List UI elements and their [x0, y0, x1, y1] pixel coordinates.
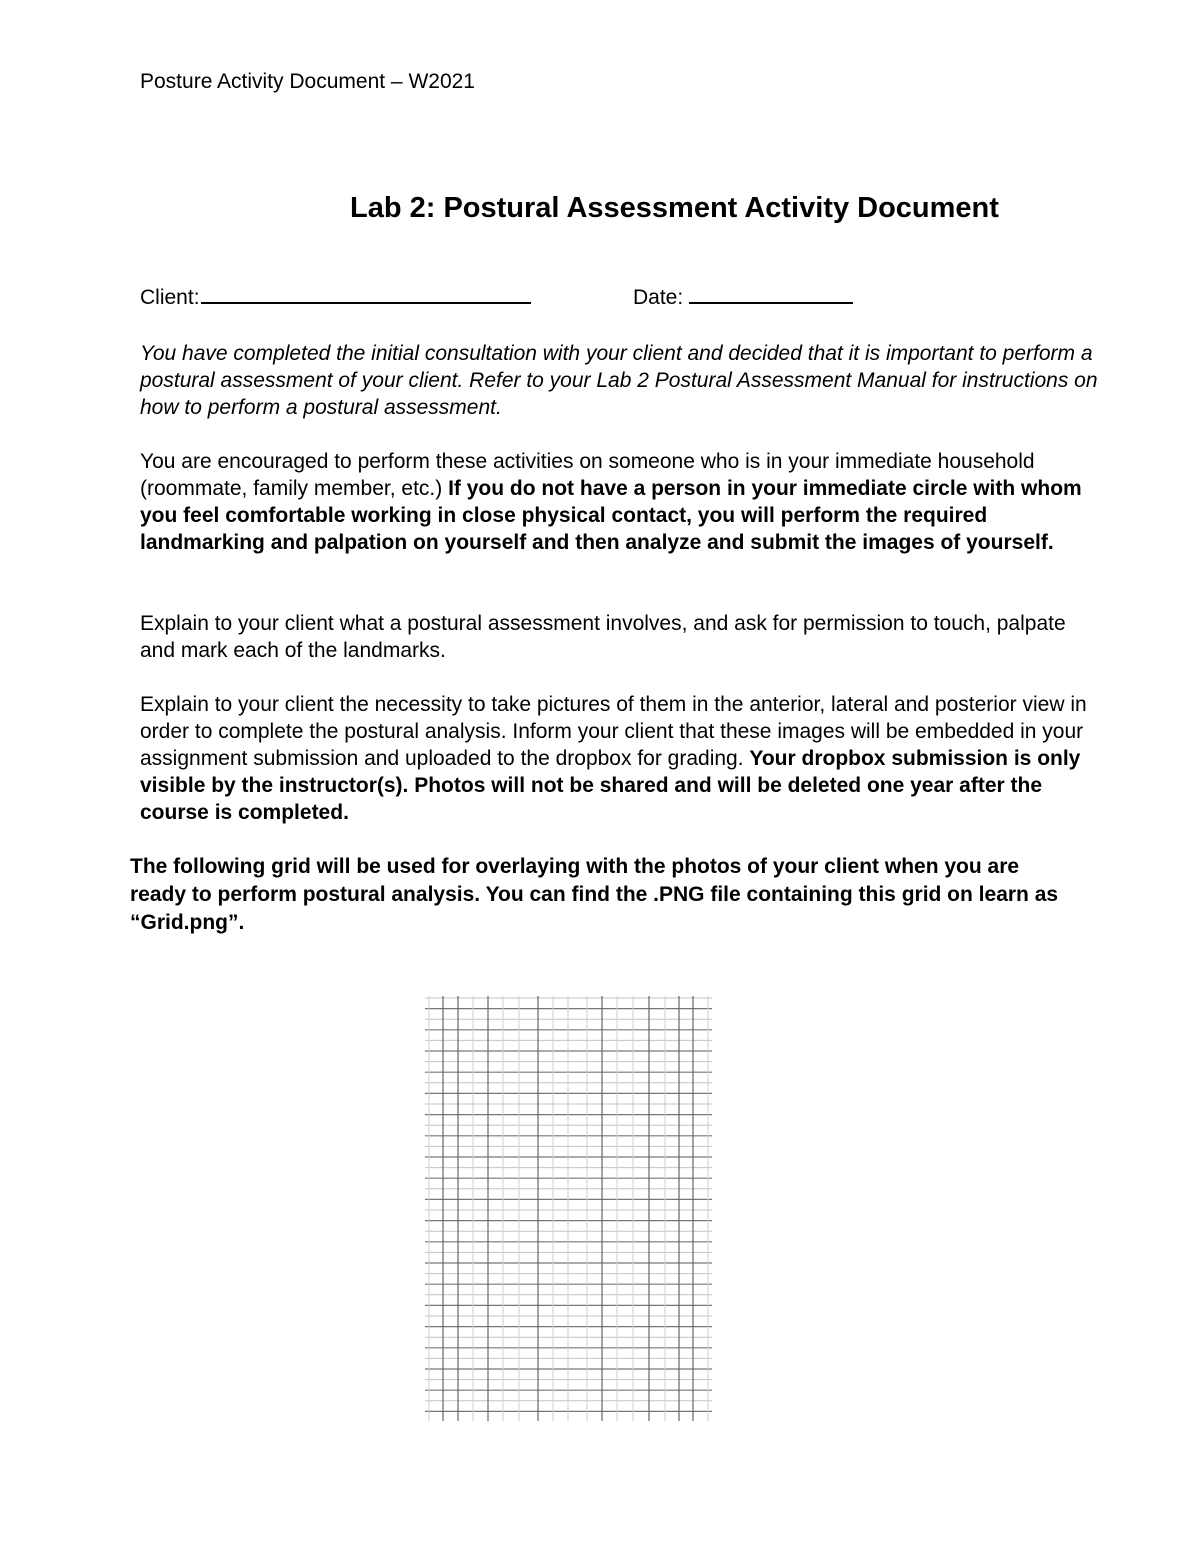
client-field: [140, 284, 531, 310]
pictures-text: Explain to your client the necessity to take pictures of them in the anterior, lateral and posterior view in order to complete the postural analysis. Inform your client that these images will be embedded in your assignment submission and uploaded to the dropbox for grading.: [140, 693, 1087, 770]
date-blank-line: [689, 284, 853, 304]
pictures-paragraph: [140, 691, 1100, 826]
pictures-bold-text: Your dropbox submission is only visible by the instructor(s). Photos will not be shared and will be deleted one year after the course is completed.: [140, 747, 1081, 824]
postural-grid-image: [425, 996, 712, 1421]
date-label: Date:: [633, 286, 684, 309]
household-paragraph: [140, 448, 1100, 556]
client-blank-line: [201, 284, 531, 304]
permission-paragraph: Explain to your client what a postural assessment involves, and ask for permission to touch, palpate and mark each of the landmarks.: [140, 612, 1066, 662]
date-field: [633, 284, 853, 310]
intro-paragraph: You have completed the initial consultation with your client and decided that it is important to perform a postural assessment of your client. Refer to your Lab 2 Postural Assessment Manual for instructions on how to perform a postural assessment.: [140, 342, 1098, 419]
running-header: Posture Activity Document – W2021: [140, 70, 475, 93]
grid-note-paragraph: The following grid will be used for overlaying with the photos of your client when you are ready to perform postural analysis. You can find the .PNG file containing this grid on learn as “Grid.png”.: [130, 855, 1059, 934]
client-date-row: [140, 284, 1040, 316]
client-label: Client:: [140, 286, 200, 309]
household-bold-text: If you do not have a person in your immediate circle with whom you feel comfortable working in close physical contact, you will perform the required landmarking and palpation on yourself and then analyze and submit the images of yourself.: [140, 477, 1082, 554]
document-title: Lab 2: Postural Assessment Activity Document: [350, 192, 999, 224]
household-text: You are encouraged to perform these activities on someone who is in your immediate household (roommate, family member, etc.): [140, 450, 1035, 500]
